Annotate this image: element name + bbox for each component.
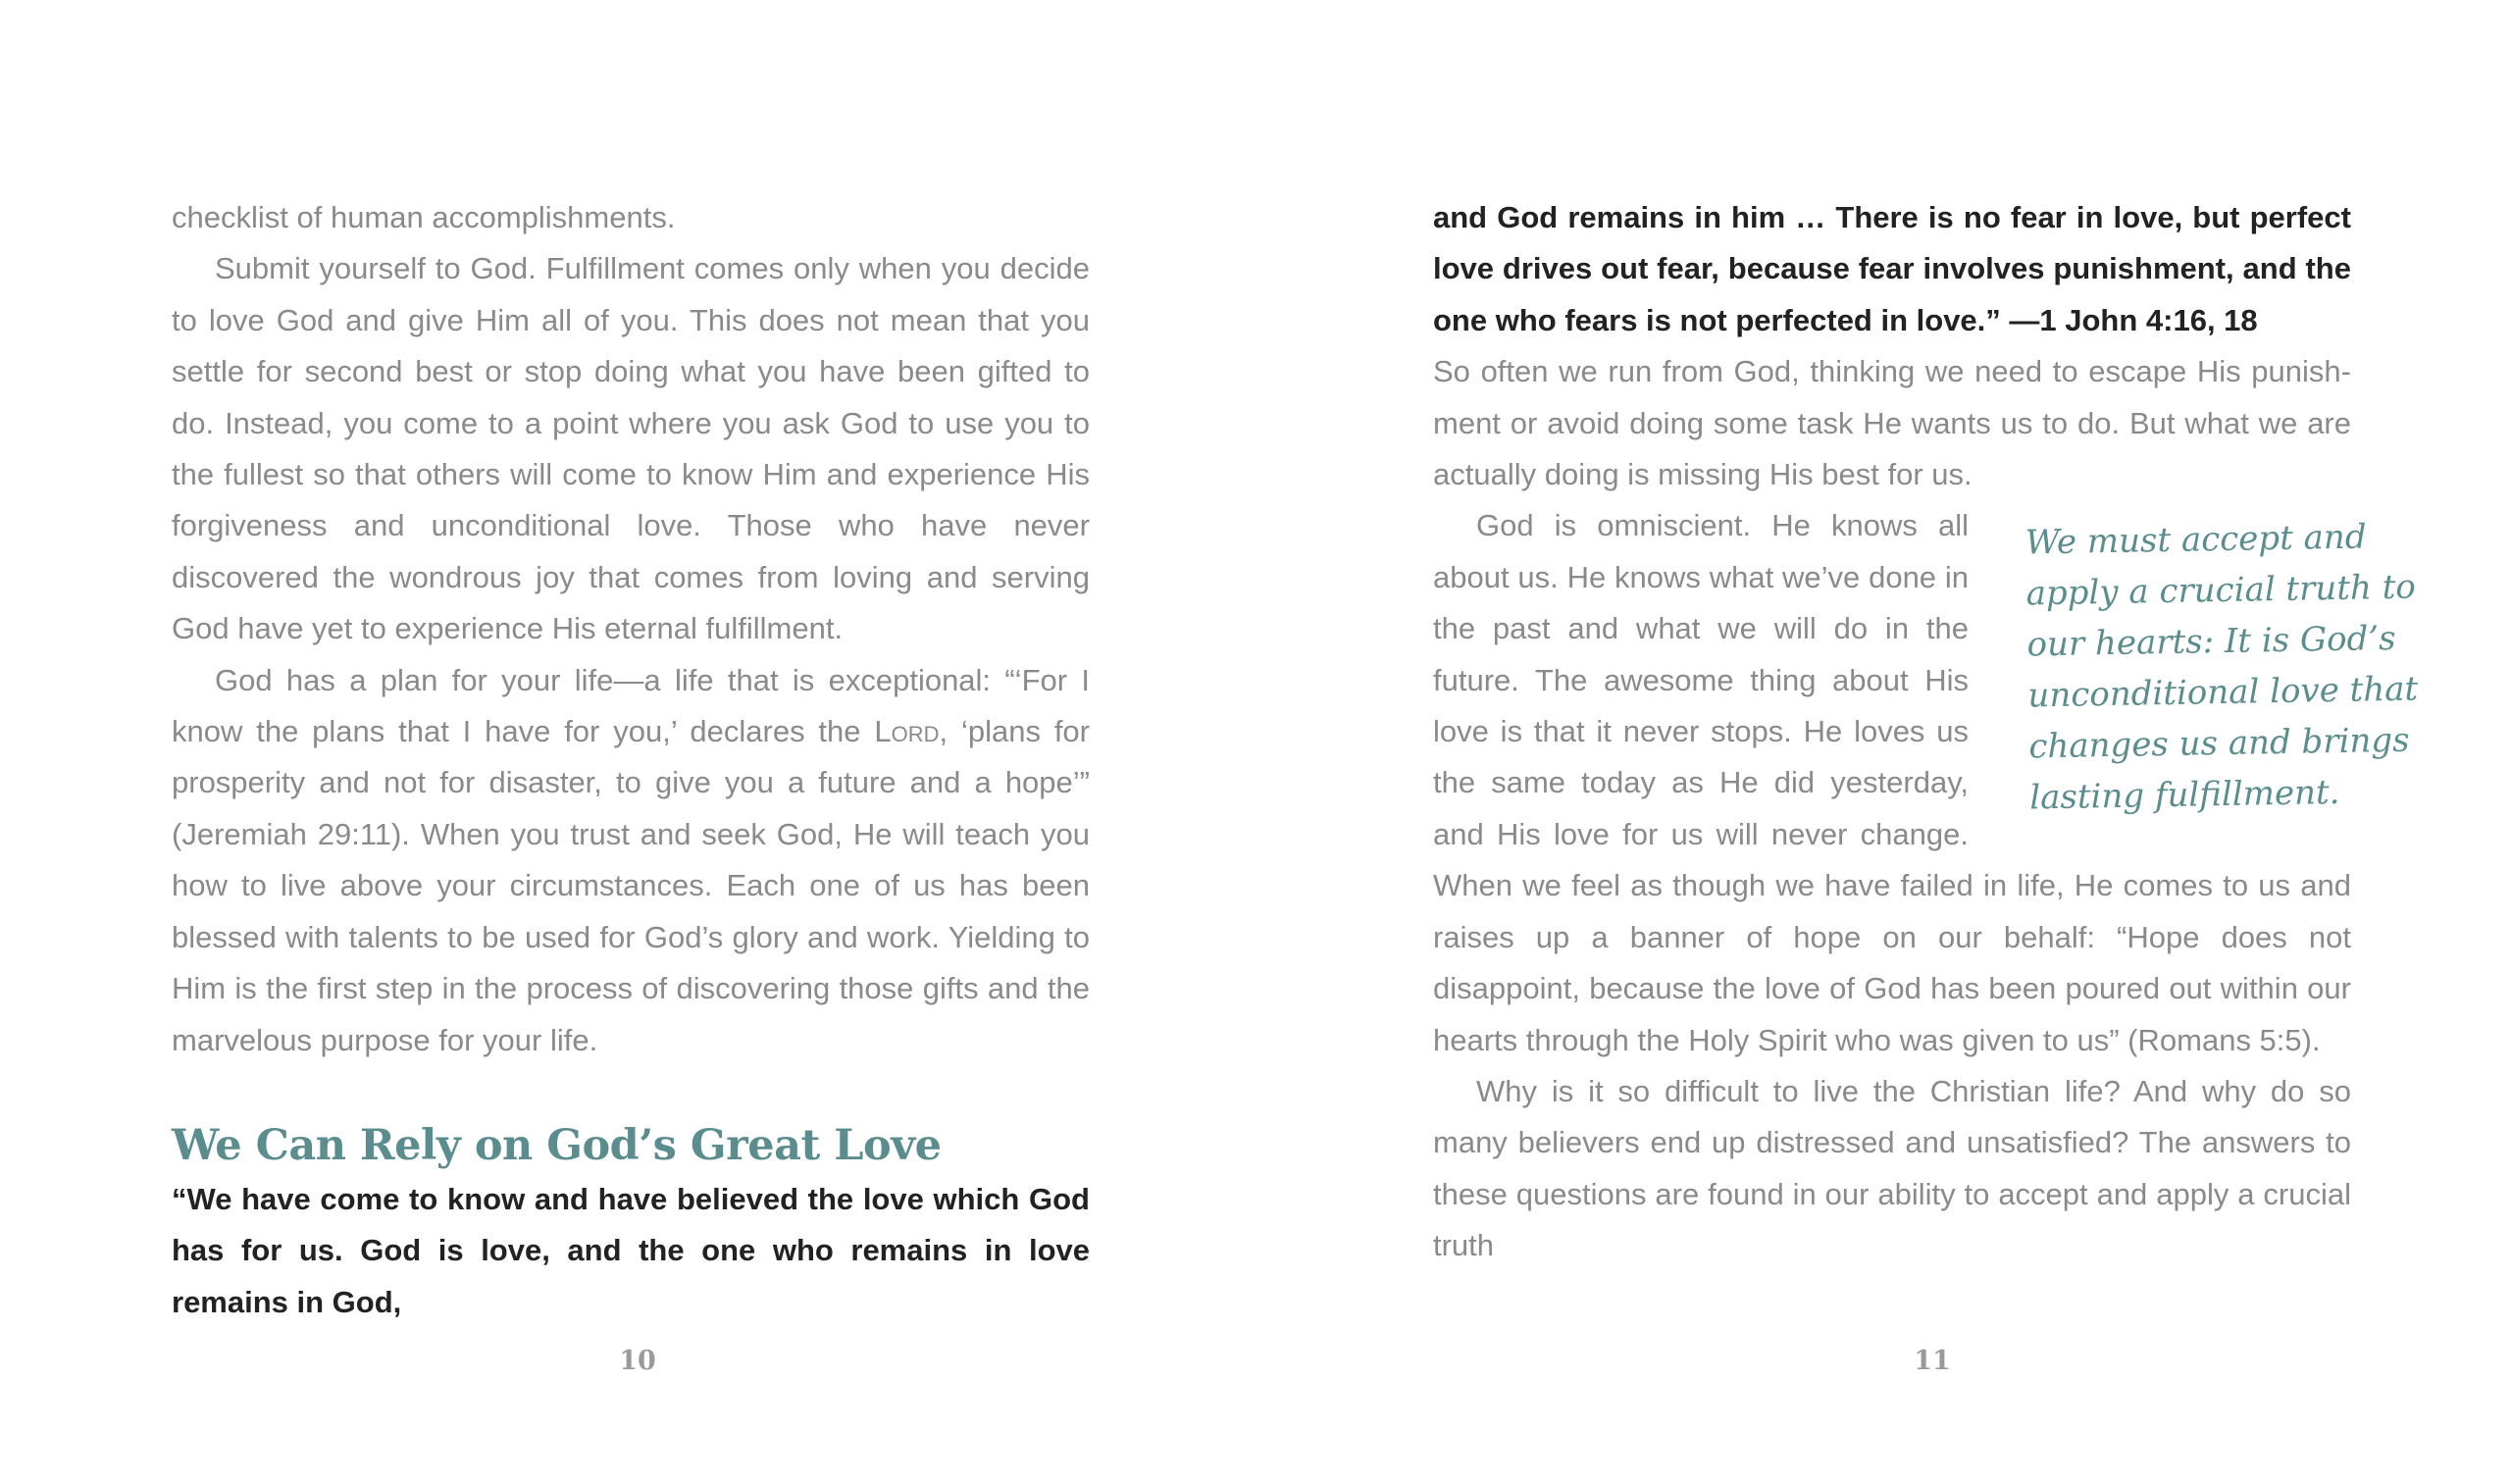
- pull-quote: We must accept and apply a crucial truth to our hearts: It is God’s unconditional love that changes us and brings lasting fulfillment.: [2024, 517, 2419, 818]
- section-heading: We Can Rely on God’s Great Love: [172, 1120, 942, 1170]
- page-number: 10: [619, 1346, 656, 1376]
- body-paragraph: So often we run from God, thinking we need to escape His punishment or avoid doing some task He wants us to do. But what we are actually doing is missing His best for us.: [1433, 354, 2351, 492]
- scripture-quote-continued: and God remains in him … There is no fear in love, but perfect love drives out fear, because fear involves punishment, and the one who fears is not perfected in love.” —1 John 4:16, 18: [1433, 200, 2351, 337]
- continuation-paragraph: checklist of human accomplishments.: [172, 200, 676, 234]
- scripture-quote: “We have come to know and have believed the love which God has for us. God is love, and the one who remains in love remains in God,: [172, 1181, 1090, 1319]
- left-text-column: [172, 192, 1090, 1328]
- paragraph-text: , ‘plans for prosperity and not for disaster, to give you a future and a hope’” (Jeremiah 29:11). When you trust and seek God, He will teach you how to live above your circumstances. Each one of us has been blessed with talents to be used for God’s glory and work. Yielding to Him is the first step in the process of discovering those gifts and the marvelous purpose for your life.: [172, 714, 1090, 1057]
- body-paragraph: [172, 655, 1090, 1066]
- right-text-column: [1433, 192, 2419, 1272]
- body-paragraph: God is omniscient. He knows all about us. He knows what we’ve done in the past and what we will do in the future. The awesome thing about His love is that it never stops. He loves us the same today as He did yesterday, and His love for us will never change. When we feel as though we have failed in life, He comes to us and raises up a banner of hope on our behalf: “Hope does not disappoint, because the love of God has been poured out within our hearts through the Holy Spirit who was given to us” (Romans 5:5).: [1433, 508, 2351, 1057]
- right-page: [1256, 0, 2511, 1484]
- page-number: 11: [1914, 1346, 1951, 1376]
- lord-small-caps: Lord: [874, 714, 940, 749]
- body-paragraph: Why is it so difficult to live the Christian life? And why do so many believers end up distressed and unsatisfied? The answers to these questions are found in our ability to accept and apply a crucial truth: [1433, 1073, 2351, 1263]
- body-paragraph: Submit yourself to God. Fulfillment comes only when you decide to love God and give Him all of you. This does not mean that you settle for second best or stop doing what you have been gifted to do. Instead, you come to a point where you ask God to use you to the fullest so that others will come to know Him and experience His forgiveness and unconditional love. Those who have never discovered the wondrous joy that comes from loving and serving God have yet to experience His eternal fulfillment.: [172, 251, 1090, 646]
- paragraph-text: God has a plan for your life—a life that is exceptional: “‘For I know the plans that I have for you,’ declares the: [172, 662, 1090, 749]
